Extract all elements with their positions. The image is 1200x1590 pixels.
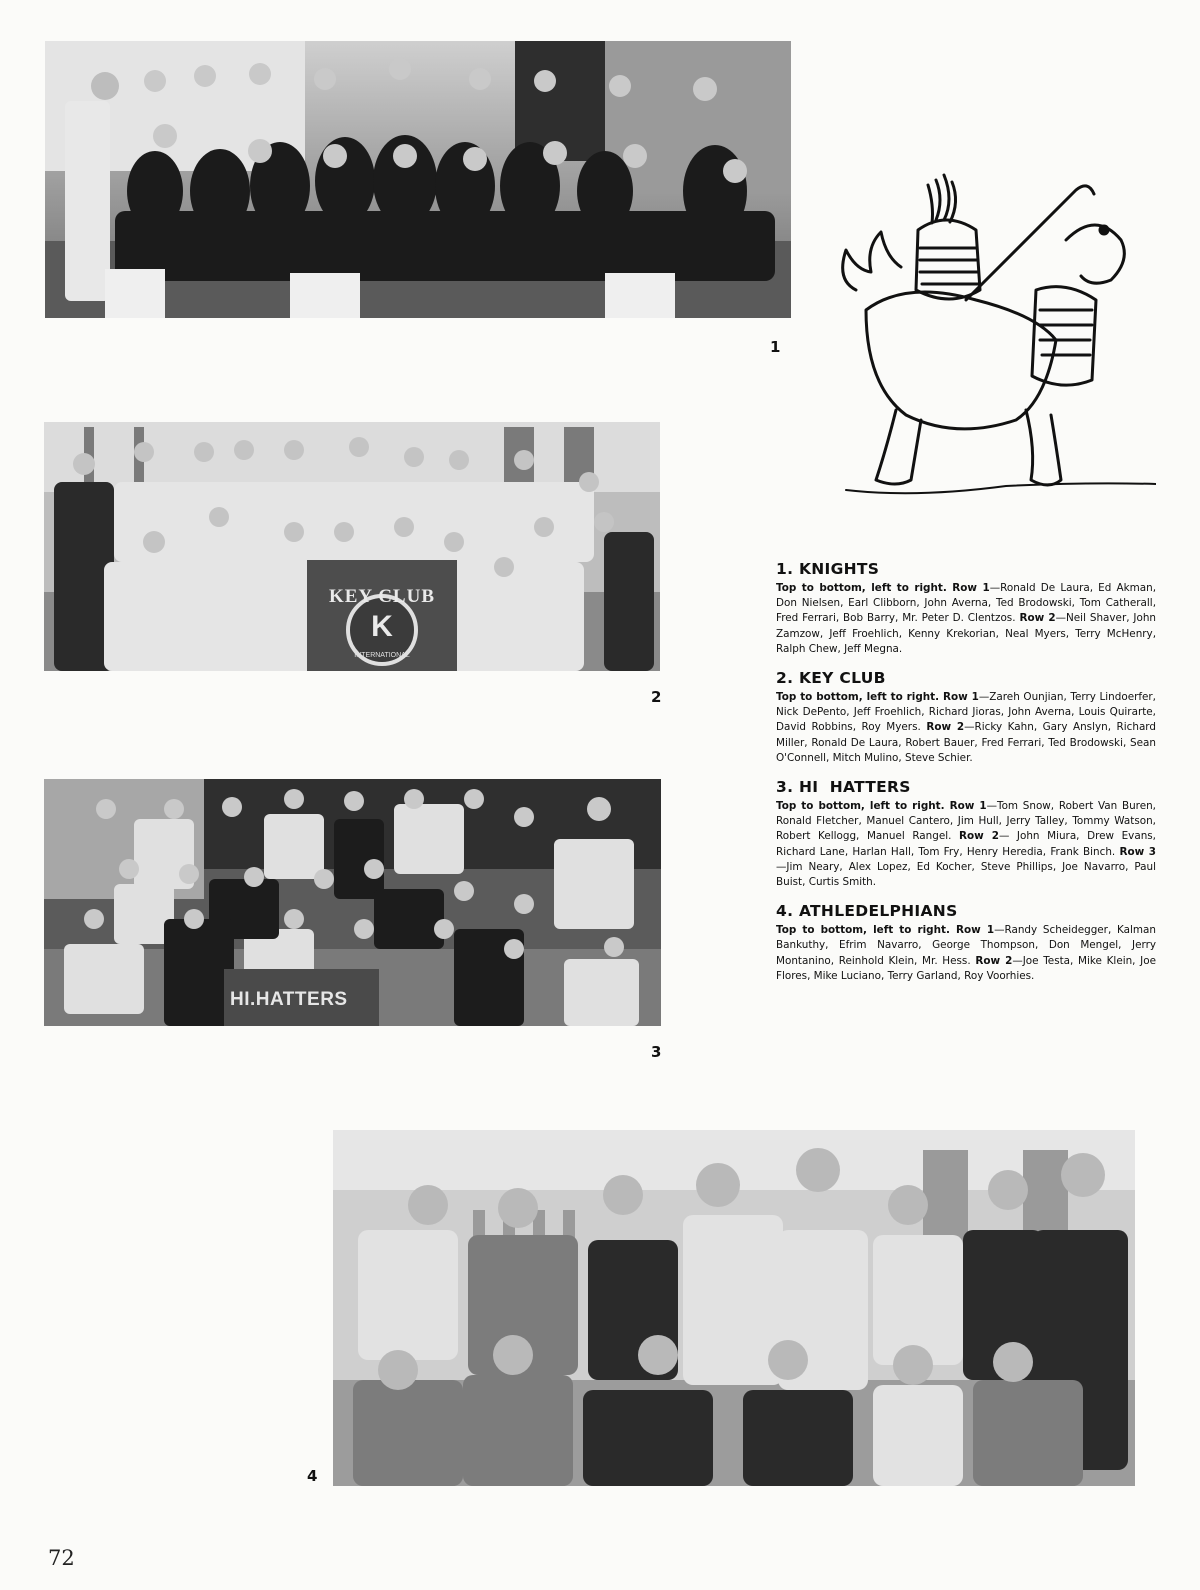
caption-row2-label: Row 2 [926, 721, 965, 734]
photo-athledelphians-image [333, 1130, 1135, 1486]
photo-hi-hatters [44, 779, 661, 1026]
photo-number-3: 3 [651, 1043, 662, 1061]
hi-hatters-banner-text: HI.HATTERS [230, 989, 348, 1010]
caption-row3-label: Row 3 [1119, 845, 1157, 858]
caption-lead: Top to bottom, left to right. Row 1 [776, 582, 990, 594]
caption-knights [776, 560, 1156, 657]
key-club-pennant-k: K [371, 610, 393, 643]
caption-row2-label: Row 2 [959, 830, 999, 843]
photo-knights [45, 41, 791, 318]
caption-row3: —Jim Neary, Alex Lopez, Ed Kocher, Steve Phillips, Joe Navarro, Paul Buist, Curtis Smith. [776, 860, 1156, 889]
caption-row2: —Joe Testa, Mike Klein, Joe Flores, Mike Luciano, Terry Garland, Roy Voorhies. [776, 954, 1156, 982]
caption-row1: —Tom Snow, Robert Van Buren, Ronald Fletcher, Manuel Cantero, Jim Hull, Jerry Talley, Tommy Watson, Robert Kellogg, Manuel Rangel. [776, 800, 1156, 843]
caption-body [776, 581, 1156, 657]
caption-row1: —Ronald De Laura, Ed Akman, Don Nielsen, Earl Clibborn, John Averna, Ted Brodowski, Tom Catherall, Fred Ferrari, Bob Barry, Mr. Peter D. Clentzos. [776, 582, 1156, 625]
page-number: 72 [48, 1546, 75, 1570]
caption-row2: —Neil Shaver, John Zamzow, Jeff Froehlich, Kenny Krekorian, Neal Myers, Terry McHenry, Ralph Chew, Jeff Megna. [776, 612, 1156, 655]
caption-title: 4. ATHLEDELPHIANS [776, 902, 958, 921]
photo-number-1: 1 [770, 338, 781, 356]
caption-row2-label: Row 2 [975, 954, 1013, 967]
caption-athledelphians [776, 902, 1156, 984]
photo-key-club-image [44, 422, 660, 671]
caption-body [776, 690, 1156, 766]
knight-mascot-illustration [826, 160, 1156, 510]
caption-key-club [776, 669, 1156, 766]
caption-hi-hatters [776, 778, 1156, 890]
caption-title: 2. KEY CLUB [776, 669, 886, 688]
captions-column [776, 560, 1156, 996]
caption-body [776, 799, 1156, 890]
photo-knights-image [45, 41, 791, 318]
photo-number-4: 4 [307, 1467, 318, 1485]
caption-lead: Top to bottom, left to right. Row 1 [776, 924, 995, 937]
photo-number-2: 2 [651, 688, 662, 706]
key-club-pennant-title: KEY CLUB [328, 586, 435, 607]
caption-row2: — John Miura, Drew Evans, Richard Lane, Harlan Hall, Tom Fry, Henry Heredia, Frank Binch. [776, 830, 1156, 858]
caption-row1: —Randy Scheidegger, Kalman Bankuthy, Efrim Navarro, George Thompson, Don Mengel, Jerry Montanino, Reinhold Klein, Mr. Hess. [776, 924, 1156, 967]
key-club-pennant-subtitle: INTERNATIONAL [354, 652, 410, 659]
caption-lead: Top to bottom, left to right. Row 1 [776, 800, 987, 813]
caption-row1: —Zareh Ounjian, Terry Lindoerfer, Nick DePento, Jeff Froehlich, Richard Jioras, John Averna, Louis Quirarte, David Robbins, Roy Myers. [776, 691, 1156, 734]
photo-athledelphians [333, 1130, 1135, 1486]
caption-row2: —Ricky Kahn, Gary Anslyn, Richard Miller, Ronald De Laura, Robert Bauer, Fred Ferrari, Ted Brodowski, Sean O'Connell, Mitch Mulino, Steve Schier. [776, 721, 1156, 764]
caption-title: 1. KNIGHTS [776, 560, 880, 578]
caption-row2-label: Row 2 [1019, 612, 1056, 625]
photo-key-club [44, 422, 660, 671]
caption-lead: Top to bottom, left to right. Row 1 [776, 691, 979, 704]
caption-title: 3. HI HATTERS [776, 778, 911, 797]
caption-body [776, 923, 1156, 984]
